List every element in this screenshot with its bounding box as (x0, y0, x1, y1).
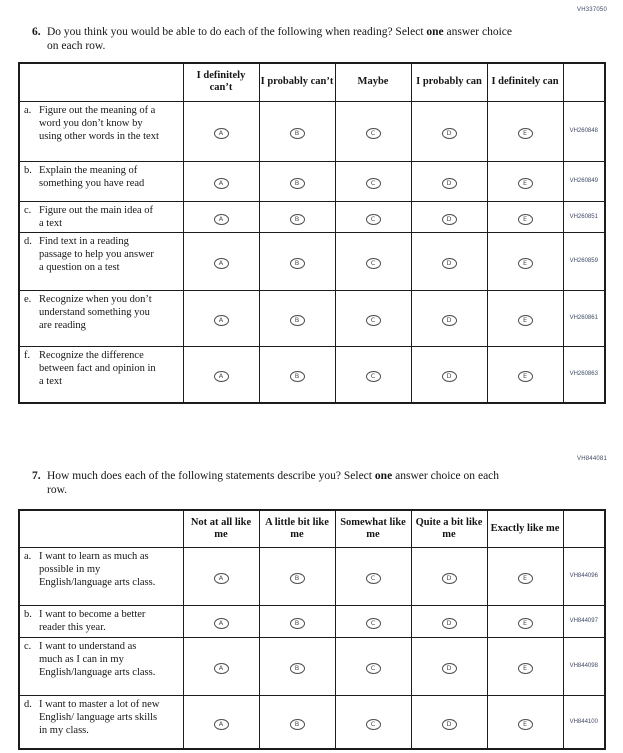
answer-bubble-b[interactable]: B (290, 371, 305, 382)
answer-bubble-a[interactable]: A (214, 178, 229, 189)
answer-bubble-a[interactable]: A (214, 214, 229, 225)
column-header: I probably can (411, 63, 487, 101)
code-column-header (563, 510, 605, 547)
row-text: I want to learn as much as possible in my English/language arts class. (39, 550, 156, 588)
code-column-header (563, 63, 605, 101)
answer-bubble-e[interactable]: E (518, 663, 533, 674)
answer-bubble-c[interactable]: C (366, 128, 381, 139)
row-text: Figure out the meaning of a word you don’t know by using other words in the text (39, 104, 159, 142)
answer-bubble-d[interactable]: D (442, 128, 457, 139)
table-row (19, 201, 605, 232)
column-header: Quite a bit like me (411, 510, 487, 547)
answer-bubble-d[interactable]: D (442, 258, 457, 269)
answer-bubble-b[interactable]: B (290, 719, 305, 730)
answer-bubble-a[interactable]: A (214, 618, 229, 629)
table-row (19, 695, 605, 749)
answer-bubble-e[interactable]: E (518, 214, 533, 225)
answer-bubble-c[interactable]: C (366, 719, 381, 730)
answer-bubble-e[interactable]: E (518, 315, 533, 326)
row-text: Find text in a reading passage to help you answer a question on a test (39, 235, 154, 273)
question-6-prompt (32, 25, 521, 53)
column-header: Not at all like me (183, 510, 259, 547)
row-code: VH260861 (563, 290, 605, 346)
answer-bubble-b[interactable]: B (290, 573, 305, 584)
header-row (19, 63, 605, 101)
answer-bubble-a[interactable]: A (214, 719, 229, 730)
answer-bubble-a[interactable]: A (214, 315, 229, 326)
table-row (19, 637, 605, 695)
column-header: I probably can’t (259, 63, 335, 101)
answer-bubble-d[interactable]: D (442, 178, 457, 189)
row-code: VH844098 (563, 637, 605, 695)
row-code: VH260863 (563, 346, 605, 403)
column-header: I definitely can’t (183, 63, 259, 101)
answer-bubble-c[interactable]: C (366, 573, 381, 584)
row-letter: b. (24, 164, 32, 176)
answer-bubble-b[interactable]: B (290, 178, 305, 189)
question-text: Do you think you would be able to do each of the following when reading? Select one answer choice on each row. (47, 26, 512, 52)
question-number: 6. (32, 26, 41, 38)
question-text: How much does each of the following statements describe you? Select one answer choice on each row. (47, 470, 500, 496)
header-row (19, 510, 605, 547)
row-text: Recognize when you don’t understand something you are reading (39, 293, 152, 331)
answer-bubble-c[interactable]: C (366, 214, 381, 225)
answer-bubble-a[interactable]: A (214, 258, 229, 269)
answer-bubble-b[interactable]: B (290, 315, 305, 326)
answer-bubble-a[interactable]: A (214, 663, 229, 674)
answer-bubble-d[interactable]: D (442, 663, 457, 674)
answer-bubble-e[interactable]: E (518, 719, 533, 730)
answer-bubble-d[interactable]: D (442, 214, 457, 225)
question-6-code: VH337050 (577, 7, 607, 13)
answer-bubble-c[interactable]: C (366, 315, 381, 326)
row-label-header (19, 63, 183, 101)
question-7-prompt (32, 469, 499, 497)
question-7-answer-table (18, 509, 606, 750)
column-header: A little bit like me (259, 510, 335, 547)
row-text: I want to understand as much as I can in my English/language arts class. (39, 640, 156, 678)
row-text: Recognize the difference between fact and opinion in a text (39, 349, 156, 387)
answer-bubble-c[interactable]: C (366, 178, 381, 189)
answer-bubble-d[interactable]: D (442, 573, 457, 584)
answer-bubble-c[interactable]: C (366, 618, 381, 629)
question-number: 7. (32, 470, 41, 482)
answer-bubble-b[interactable]: B (290, 258, 305, 269)
table-row (19, 290, 605, 346)
answer-bubble-b[interactable]: B (290, 663, 305, 674)
row-label-header (19, 510, 183, 547)
answer-bubble-e[interactable]: E (518, 178, 533, 189)
table-row (19, 605, 605, 637)
table-row (19, 232, 605, 290)
answer-bubble-b[interactable]: B (290, 618, 305, 629)
row-letter: d. (24, 235, 32, 247)
answer-bubble-d[interactable]: D (442, 371, 457, 382)
column-header: Somewhat like me (335, 510, 411, 547)
answer-bubble-a[interactable]: A (214, 128, 229, 139)
row-text: I want to master a lot of new English/ language arts skills in my class. (39, 698, 160, 736)
table-row (19, 101, 605, 161)
column-header: Exactly like me (487, 510, 563, 547)
row-text: I want to become a better reader this year. (39, 608, 146, 633)
answer-bubble-b[interactable]: B (290, 214, 305, 225)
column-header: Maybe (335, 63, 411, 101)
column-header: I definitely can (487, 63, 563, 101)
row-letter: c. (24, 640, 32, 652)
answer-bubble-d[interactable]: D (442, 618, 457, 629)
answer-bubble-c[interactable]: C (366, 258, 381, 269)
answer-bubble-d[interactable]: D (442, 315, 457, 326)
row-letter: a. (24, 550, 32, 562)
row-text: Figure out the main idea of a text (39, 204, 154, 229)
answer-bubble-a[interactable]: A (214, 371, 229, 382)
row-letter: c. (24, 204, 32, 216)
question-6-answer-table (18, 62, 606, 404)
row-code: VH844100 (563, 695, 605, 749)
table-row (19, 161, 605, 201)
table-row (19, 547, 605, 605)
answer-bubble-e[interactable]: E (518, 573, 533, 584)
row-letter: f. (24, 349, 31, 361)
answer-bubble-e[interactable]: E (518, 618, 533, 629)
row-letter: d. (24, 698, 32, 710)
answer-bubble-e[interactable]: E (518, 258, 533, 269)
row-code: VH844097 (563, 605, 605, 637)
answer-bubble-b[interactable]: B (290, 128, 305, 139)
row-letter: a. (24, 104, 32, 116)
table-row (19, 346, 605, 403)
question-7-code: VH844081 (577, 456, 607, 462)
answer-bubble-e[interactable]: E (518, 128, 533, 139)
row-letter: e. (24, 293, 32, 305)
answer-bubble-c[interactable]: C (366, 371, 381, 382)
row-code: VH260848 (563, 101, 605, 161)
row-code: VH260851 (563, 201, 605, 232)
row-letter: b. (24, 608, 32, 620)
row-code: VH844096 (563, 547, 605, 605)
answer-bubble-d[interactable]: D (442, 719, 457, 730)
row-code: VH260859 (563, 232, 605, 290)
answer-bubble-c[interactable]: C (366, 663, 381, 674)
row-text: Explain the meaning of something you have read (39, 164, 145, 189)
row-code: VH260849 (563, 161, 605, 201)
answer-bubble-a[interactable]: A (214, 573, 229, 584)
answer-bubble-e[interactable]: E (518, 371, 533, 382)
